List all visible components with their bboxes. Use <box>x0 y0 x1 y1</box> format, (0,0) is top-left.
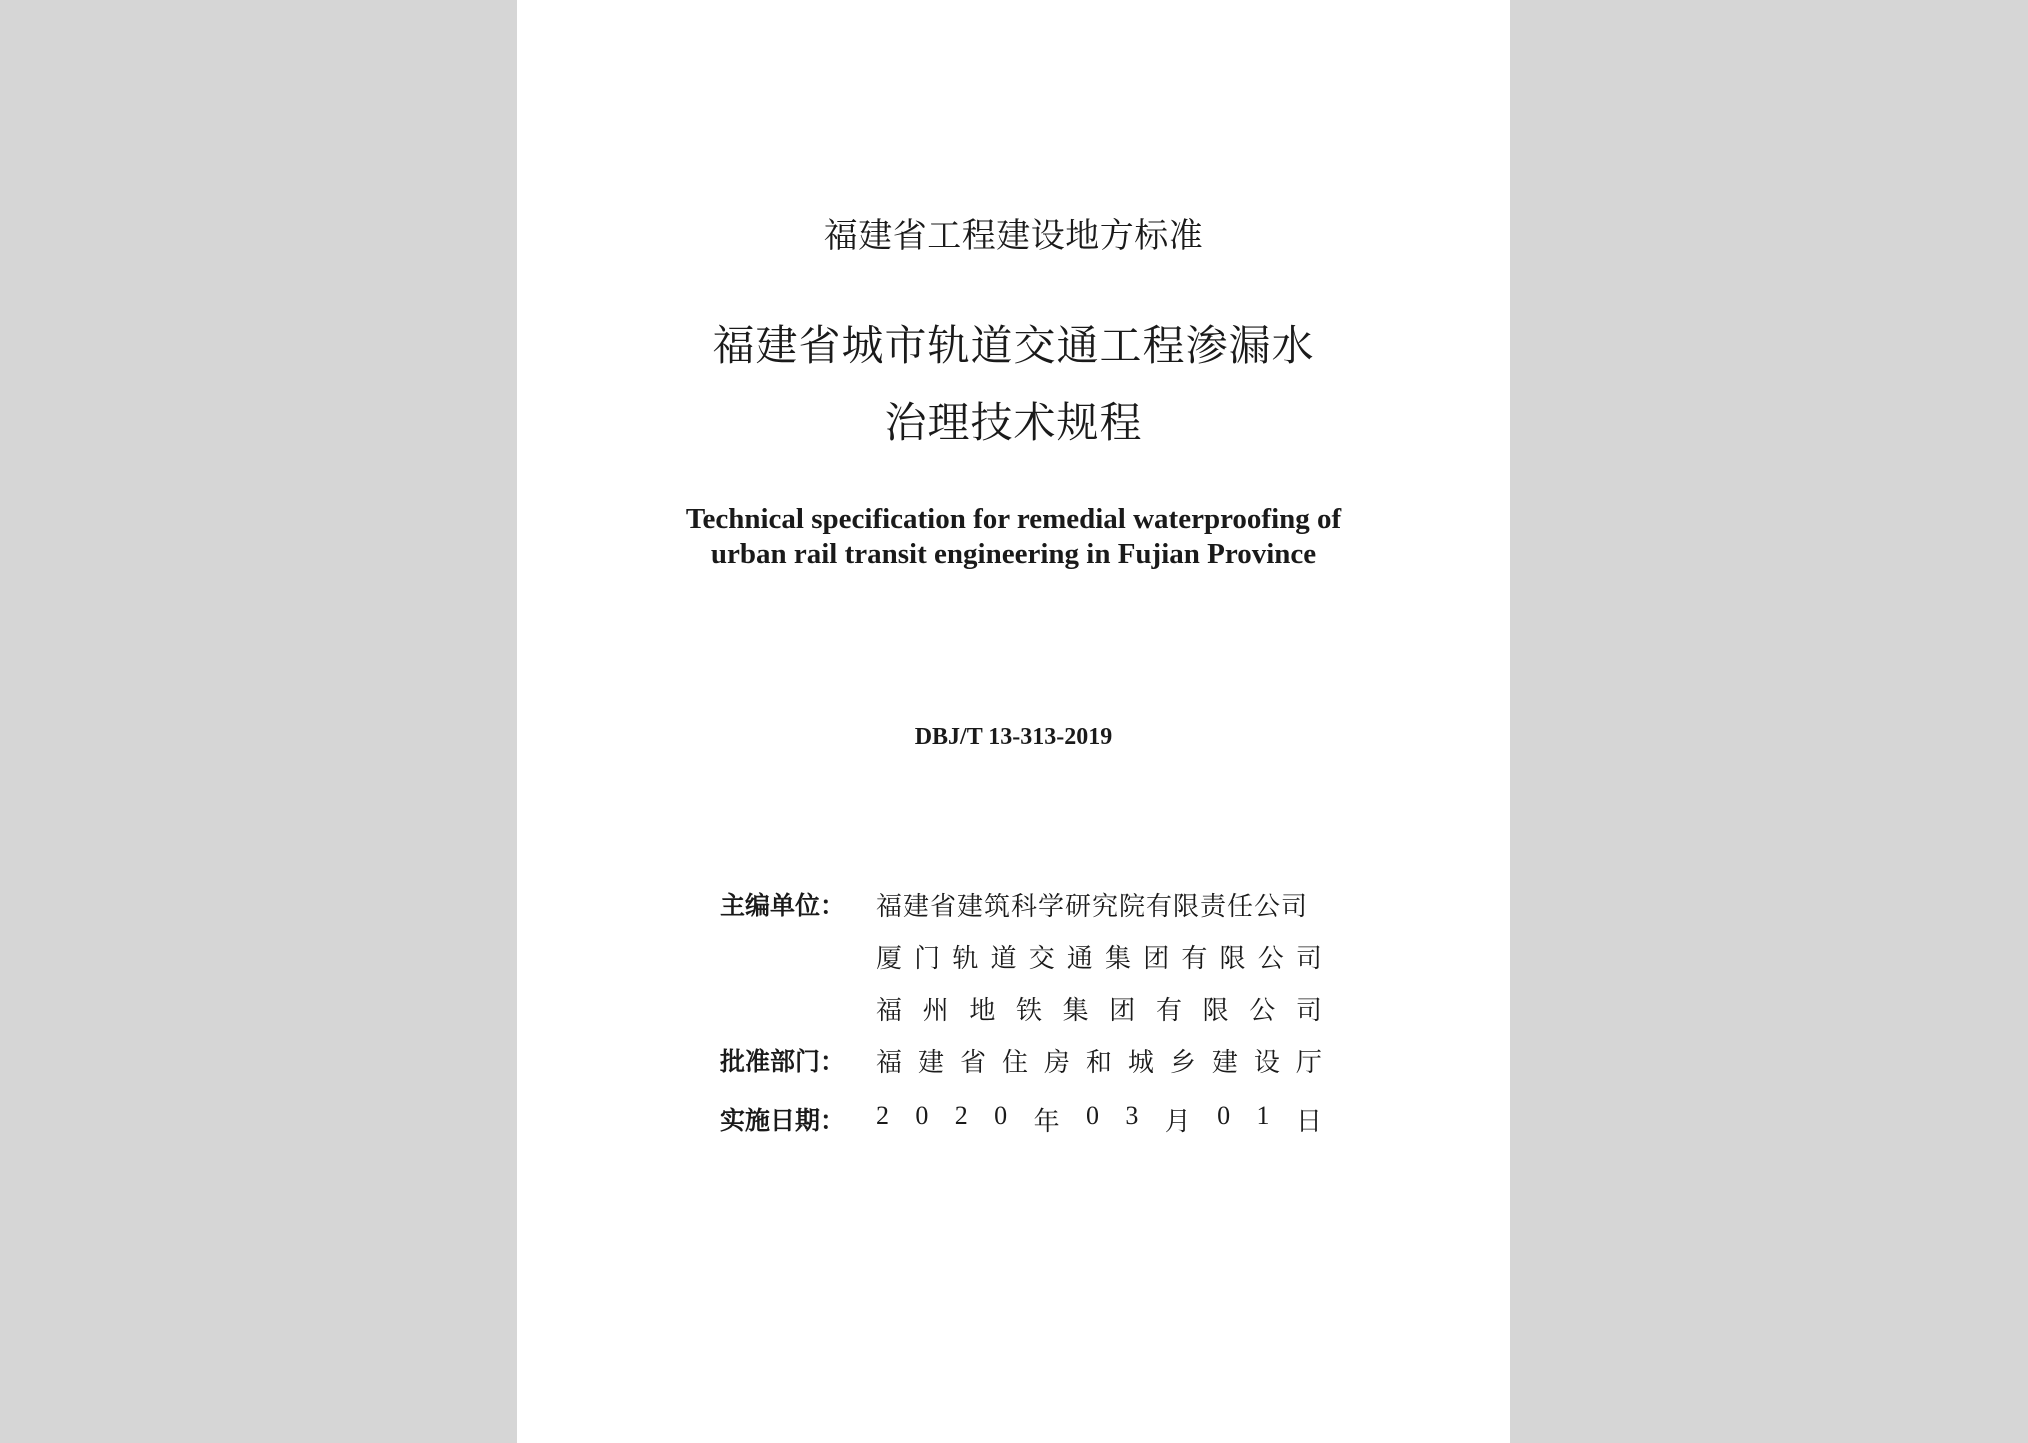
approval-char: 房 <box>1043 1048 1070 1078</box>
date-char: 0 <box>915 1101 929 1130</box>
unit-3-char: 限 <box>1202 996 1229 1026</box>
unit-3-char: 公 <box>1249 996 1276 1026</box>
unit-2-char: 交 <box>1028 944 1055 974</box>
approval-char: 设 <box>1253 1048 1280 1078</box>
chief-editor-unit-2 <box>876 938 1322 975</box>
date-char: 0 <box>1217 1101 1231 1130</box>
approval-char: 建 <box>917 1048 944 1078</box>
date-char: 1 <box>1256 1101 1270 1130</box>
date-char: 2 <box>954 1101 968 1130</box>
unit-3-char: 地 <box>969 996 996 1026</box>
unit-3-char: 有 <box>1155 996 1182 1026</box>
chinese-title-line-2: 治理技术规程 <box>884 398 1143 447</box>
date-char: 月 <box>1164 1107 1191 1137</box>
unit-3-char: 铁 <box>1015 996 1042 1026</box>
standard-series-heading: 福建省工程建设地方标准 <box>823 216 1204 256</box>
date-char: 日 <box>1295 1107 1322 1137</box>
chief-editor-unit-1: 福建省建筑科学研究院有限责任公司 <box>876 892 1309 922</box>
unit-3-char: 司 <box>1295 996 1322 1026</box>
chief-editor-label: 主编单位： <box>720 891 846 920</box>
unit-3-char: 团 <box>1109 996 1136 1026</box>
date-char: 0 <box>994 1101 1008 1130</box>
date-char: 0 <box>1085 1101 1099 1130</box>
unit-2-char: 团 <box>1143 944 1170 974</box>
chinese-title-line-1: 福建省城市轨道交通工程渗漏水 <box>712 321 1315 370</box>
unit-2-char: 集 <box>1105 944 1132 974</box>
unit-2-char: 通 <box>1066 944 1093 974</box>
unit-2-char: 限 <box>1219 944 1246 974</box>
unit-3-char: 集 <box>1062 996 1089 1026</box>
effective-date-label: 实施日期： <box>720 1106 846 1135</box>
standard-code: DBJ/T 13-313-2019 <box>914 724 1113 750</box>
unit-3-char: 州 <box>922 996 949 1026</box>
approval-char: 省 <box>959 1048 986 1078</box>
unit-3-char: 福 <box>876 996 903 1026</box>
date-char: 年 <box>1033 1107 1060 1137</box>
unit-2-char: 轨 <box>952 944 979 974</box>
approval-department-value <box>876 1042 1322 1079</box>
date-char: 3 <box>1125 1101 1139 1130</box>
approval-char: 住 <box>1001 1048 1028 1078</box>
unit-2-char: 道 <box>990 944 1017 974</box>
chief-editor-unit-3 <box>876 990 1322 1027</box>
unit-2-char: 门 <box>914 944 941 974</box>
approval-char: 城 <box>1127 1048 1154 1078</box>
unit-2-char: 司 <box>1295 944 1322 974</box>
english-title-line-1: Technical specification for remedial waterproofing of <box>685 503 1342 535</box>
approval-char: 厅 <box>1295 1048 1322 1078</box>
document-page <box>517 0 1510 1443</box>
approval-char: 福 <box>876 1048 903 1078</box>
effective-date-value <box>876 1101 1322 1138</box>
english-title-line-2: urban rail transit engineering in Fujian Province <box>710 538 1317 570</box>
approval-department-label: 批准部门： <box>720 1047 846 1076</box>
unit-2-char: 有 <box>1181 944 1208 974</box>
unit-2-char: 公 <box>1257 944 1284 974</box>
approval-char: 和 <box>1085 1048 1112 1078</box>
unit-2-char: 厦 <box>876 944 903 974</box>
approval-char: 乡 <box>1169 1048 1196 1078</box>
approval-char: 建 <box>1211 1048 1238 1078</box>
date-char: 2 <box>876 1101 889 1130</box>
